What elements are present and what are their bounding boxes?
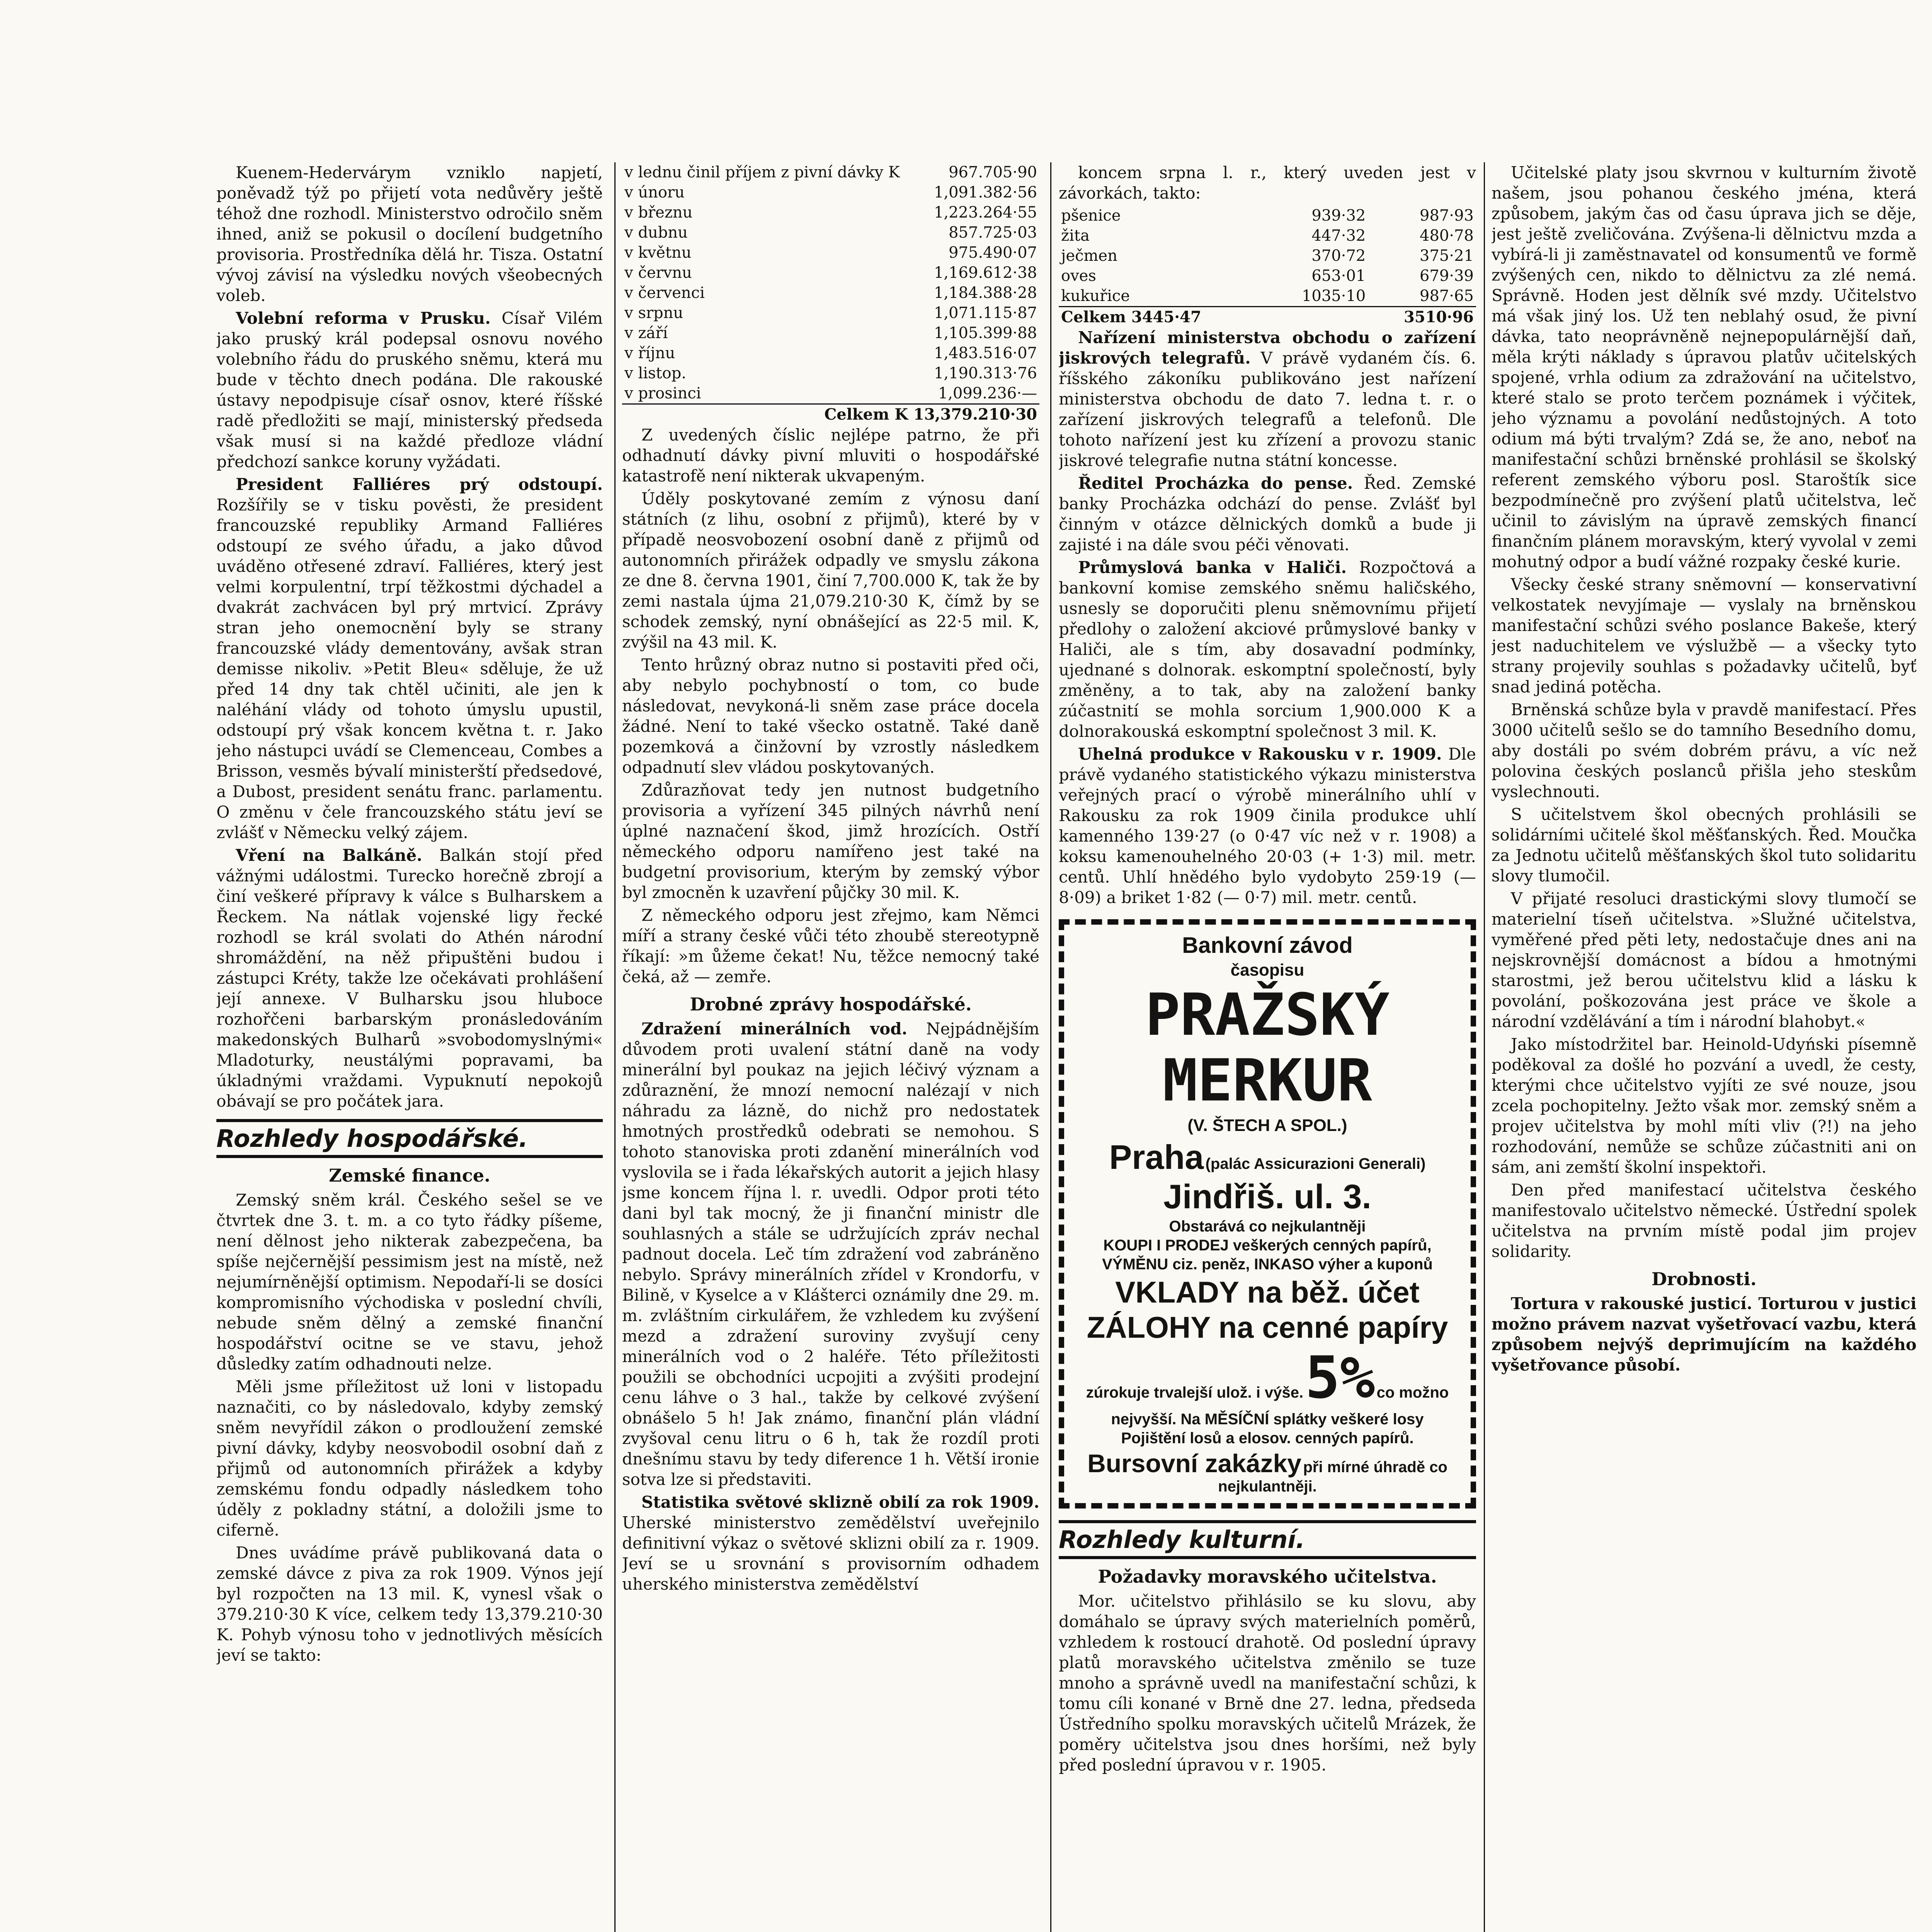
grain-k: pšenice (1061, 207, 1121, 224)
ad-line: zúrokuje trvalejší ulož. i výše. (1086, 1384, 1304, 1401)
grain-k: oves (1061, 267, 1096, 285)
article-text: Rozpočtová a bankovní komise zemského sněmu haličského, usnesly se doporučiti plenu sněmovnímu přijetí předlohy o založení akciové průmyslové banky v Haliči, ale s tím, aby dosavadní podmínky, ujednané s dolnorak. eskomptní společností, byly změněny, a to tak, aby na založení banky zúčastnití se mohla sorcium 1,900.000 K a dolnorakouská eskomptní společnost 3 mil. K. (1059, 558, 1476, 741)
month-label: v srpnu (624, 304, 684, 322)
article-text: V právě vydaném čís. 6. říšského zákoníku publikováno jest nařízení ministerstva obchodu de dato 7. ledna t. r. o zařízení jiskrových telegrafů a telefonů. Dle tohoto nařízení jest ku zřízení a provozu stanic jiskrové telegrafie nutna státní koncesse. (1059, 349, 1476, 470)
beer-tax-table (622, 162, 1039, 425)
table-row (622, 162, 1039, 182)
article-fallieres (216, 474, 603, 843)
paragraph: Z německého odporu jest zřejmo, kam Němci míří a strany české vůči této zhoubě stereotypně říkají: »m ůžeme čekat! Nu, těžce nemocný také čeká, až — zemře. (622, 906, 1039, 986)
ad-line: co možno nejvyšší. Na MĚSÍČNÍ splátky veškeré losy (1111, 1384, 1449, 1428)
paragraph: Všecky české strany sněmovní — konservativní velkostatek nevyjímaje — vyslaly na brněnskou manifestační schůzi svého poslance Bakeše, který jest naduchitelem ve výslužbě — a všecky tyto strany projevily souhlas s požadavky učitelů, byť snad jediná potěcha. (1492, 575, 1917, 696)
column-rule (614, 162, 616, 1932)
month-value: 1,105.399·88 (934, 324, 1037, 342)
table-row (1059, 246, 1476, 266)
grain-a: 447·32 (1311, 227, 1366, 245)
ad-title: Bankovní závod (1182, 933, 1353, 958)
column-2 (622, 162, 1039, 1597)
paragraph: Kuenem-Hedervárym vzniklo napjetí, poněvadž týž po přijetí vota nedůvěry ještě téhož dne rozhodl. Ministerstvo odročilo sněm ihned, aniž se pokusil o docílení budgetního provisoria. Prostředníka dělá hr. Tisza. Ostatní vývoj závisí na výsledku nových všeobecných voleb. (216, 163, 603, 305)
article-text: Rozšířily se v tisku pověsti, že president francouzské republiky Armand Falliéres odstoupí ze svého úřadu, a jako důvod uváděno otřesené zdraví. Falliéres, který jest velmi korpulentní, trpí těžkostmi dýchadel a dvakrát zachvácen byl prý mrtvicí. Zprávy stran jeho onemocnění byly se strany francouzské vlády dementovány, avšak stran demisse nikoliv. »Petit Bleu« sděluje, že už před 14 dny tak chtěl učiniti, ale jen k naléhání vlády od tohoto úmyslu upustil, odstoupí prý však koncem května t. r. Jako jeho nástupci uvádí se Clemenceau, Combes a Brisson, vesměs bývalí ministerští předsedové, a Dubost, president senátu franc. parlamentu. O změnu v čele francouzského státu jeví se zvlášť v Německu velký zájem. (216, 495, 603, 842)
month-label: v červenci (624, 284, 705, 302)
article-title: Drobnosti. (1651, 1269, 1757, 1289)
article-balkan (216, 845, 603, 1111)
grain-total: Celkem 3445·47 (1059, 307, 1269, 328)
table-row (622, 182, 1039, 202)
table-row (622, 223, 1039, 243)
ad-percent: 5% (1305, 1344, 1375, 1412)
column-1 (216, 162, 603, 1668)
paragraph: Zdůrazňovat tedy jen nutnost budgetního provisoria a vyřízení 345 pilných návrhů není úplné naznačení škod, jimž hrozících. Ostří německého odporu namířeno jest také na budgetní provisorium, kterým by zemský výbor byl zmocněn k uzavření půjčky 30 mil. K. (622, 781, 1039, 902)
article-text: Balkán stojí před vážnými událostmi. Turecko horečně zbrojí a činí veškeré přípravy k válce s Bulharskem a Řeckem. Na nátlak vojenské ligy řecké rozhodl se král svolati do Athén národní shromáždění, na něž připuštěni budou i zástupci Kréty, takže lze očekávati prohlášení její annexe. V Bulharsku jsou hluboce rozhořčeni barbarským pronásledováním makedonských Bulharů »svobodomyslnými« Mladoturky, neustálými popravami, ba úkladnými vraždami. Vypuknutí nepokojů obávají se pro počátek jara. (216, 846, 603, 1111)
article-volebni (216, 308, 603, 472)
grain-b: 375·21 (1420, 247, 1474, 265)
month-label: v březnu (624, 204, 693, 221)
ad-city: Praha (1109, 1138, 1204, 1176)
grain-a: 653·01 (1311, 267, 1366, 285)
month-label: v září (624, 324, 668, 342)
article-lead: Volební reforma v Prusku. (236, 309, 491, 328)
article-banka (1059, 557, 1476, 742)
article-lead: Uhelná produkce v Rakousku v r. 1909. (1078, 745, 1442, 764)
paragraph: Úděly poskytované zemím z výnosu daní státních (z lihu, osobní z přijmů), které by v případě neosvobození osobní daně z přijmů od autonomních přirážek odpadly ve smyslu zákona ze dne 8. června 1901, činí 7,700.000 K, tak že by zemi nastala újma 21,079.210·30 K, čímž by se schodek zemský, nyní obnášející as 22·5 mil. K, zvýšil na 43 mil. K. (622, 489, 1039, 651)
ad-vklady: VKLADY na běž. účet (1115, 1275, 1420, 1309)
article-uhelna (1059, 744, 1476, 908)
paragraph: Den před manifestací učitelstva českého manifestovalo učitelstvo německé. Ústřední spolek učitelstva na prvním místě podal jim projev solidarity. (1492, 1180, 1917, 1261)
article-lead: President Falliéres prý odstoupí. (236, 475, 603, 494)
ad-bursovni: Bursovní zakázky (1087, 1449, 1302, 1478)
ad-line: při mírné úhradě co nejkulantněji. (1218, 1459, 1447, 1495)
section-header: Rozhledy hospodářské. (216, 1119, 603, 1158)
article-text: Císař Vilém jako pruský král podepsal osnovu nového volebního řádu do pruského sněmu, která mu bude v těchto dnech podána. Dle rakouské ústavy nepodpisuje císař osnov, které říšské radě předložiti se mají, ministerský předseda však musí si na každé předloze vládní předchozí sankce koruny vyžádati. (216, 309, 603, 471)
paragraph: V přijaté resoluci drastickými slovy tlumočí se materielní tíseň učitelstva. »Služné učitelstva, vyměřené před pěti lety, nedostačuje dnes ani na nejskrovnější domácnost a bídou a hmotnými starostmi, jež berou učitelstvu klid a lásku k povolání, poškozována jest práce ve škole a národní vzdělávání a tím i národní blahobyt.« (1492, 889, 1917, 1031)
table-row (622, 202, 1039, 223)
table-row (622, 323, 1039, 343)
table-row (1059, 226, 1476, 246)
paragraph: Měli jsme příležitost už loni v listopadu naznačiti, co by následovalo, kdyby zemský sněm nevyřídil zákon o prodloužení zemské pivní dávky, kdyby neosvobodil osobní daň z přijmů od autonomních přirážek a kdyby zemskému fondu odpadly následkem toho úděly z pokladny státní, a doložili jsme to ciferně. (216, 1377, 603, 1539)
grain-b: 987·93 (1420, 207, 1474, 224)
ad-zalohy: ZÁLOHY na cenné papíry (1087, 1310, 1448, 1344)
paragraph: Jako místodržitel bar. Heinold-Udyński písemně poděkoval za došlé ho pozvání a uvedl, že cesty, kterými chce učitelstvo vyjíti ze své nouze, jsou zcela pochopitelny. Ježto však mor. zemský sněm a projev učitelstva by mohl míti vliv (?!) na jeho rozhodování, nemůže se schůze zúčastniti ani on sám, ani zemští školní inspektoři. (1492, 1035, 1917, 1177)
ad-address: Jindřiš. ul. 3. (1163, 1177, 1371, 1216)
table-row (622, 343, 1039, 363)
paragraph: Mor. učitelstvo přihlásilo se ku slovu, aby domáhalo se úpravy svých materielních poměrů, vzhledem k rostoucí drahotě. Od poslední úpravy platů moravského učitelstva změnilo se tuze mnoho a správně uvedl na manifestační schůzi, k tomu cíli konané v Brně dne 27. ledna, předseda Ústředního spolku moravských učitelů Mrázek, že poměry učitelstva jsou dnes horšími, než byly před poslední úpravou v r. 1905. (1059, 1592, 1476, 1774)
paragraph: Učitelské platy jsou skvrnou v kulturním životě našem, jsou pohanou českého jména, která způsobem, jakým čas od času úprava jich se děje, jest ještě zveličována. Zvýšena-li dělnictvu mzda a vybírá-li ji zaměstnavatel od konsumentů ve formě zvýšených cen, nikdo to dělnictvu za zlé nemá. Správně. Hoden jest dělník své mzdy. Učitelstvo má však jiný los. Už ten neblahý osud, že pivní dávka, tato neoprávněně nejnepopulárnější daň, měla krýti náklady s úpravou platův učitelských spojené, vrhla odium za zdražování na učitelstvo, které stalo se proto terčem poznámek i výčitek, jeho významu a povolání nedůstojných. A toto odium má býti trvalým? Zdá se, že ano, neboť na manifestační schůzi brněnské prohlásil se školský referent zemského výboru posl. Staroštík sice bezpodmínečně pro zvýšení platů učitelstva, leč učinil to závislým na úpravě zemských financí finančním plánem moravským, který vyvolal v zemi mohutný odpor a budí vážné rozpaky české kurie. (1492, 163, 1917, 571)
grain-table (1059, 206, 1476, 327)
paragraph: Dnes uvádíme právě publikovaná data o zemské dávce z piva za rok 1909. Výnos její byl rozpočten na 13 mil. K, vynesl však o 379.210·30 K více, celkem tedy 13,379.210·30 K. Pohyb výnosu toho v jednotlivých měsících jeví se takto: (216, 1543, 603, 1665)
month-value: 1,099.236·— (938, 384, 1037, 402)
table-row (622, 283, 1039, 303)
month-label: v říjnu (624, 344, 675, 362)
article-lead: Vření na Balkáně. (236, 846, 422, 865)
grain-a: 370·72 (1311, 247, 1366, 265)
grain-b: 679·39 (1420, 267, 1474, 285)
paragraph: Zemský sněm král. Českého sešel se ve čtvrtek dne 3. t. m. a co tyto řádky píšeme, není dělnost jeho nikterak zabezpečena, ba spíše nejčernější pessimism jest na místě, než nejumírněnější optimism. Nepodaří-li se dosíci kompromisního východiska v poslední chvíli, nebude sněm dělný a zemské finanční hospodářství ocitne se ve stavu, jehož důsledky zatím odhadnouti nelze. (216, 1190, 603, 1373)
month-label: v květnu (624, 244, 692, 262)
article-lead: Průmyslová banka v Haliči. (1078, 558, 1347, 577)
table-row (622, 383, 1039, 404)
month-value: 857.725·03 (948, 224, 1037, 242)
table-row (622, 263, 1039, 283)
grain-k: žita (1061, 227, 1090, 245)
column-rule (1050, 162, 1051, 1932)
table-row (1059, 286, 1476, 307)
grain-a: 1035·10 (1301, 287, 1366, 305)
month-label: v červnu (624, 264, 692, 282)
article-title: Požadavky moravského učitelstva. (1098, 1566, 1437, 1587)
column-rule (1484, 162, 1485, 1932)
paragraph: Tento hrůzný obraz nutno si postaviti před oči, aby nebylo pochybností o tom, co bude následovat, nevykoná-li sněm zase práce docela žádné. Není to také všecko ostatně. Také daně pozemková a činžovní by vzrostly následkem odpadnutí slev vládou poskytovaných. (622, 655, 1039, 777)
month-value: 1,169.612·38 (934, 264, 1037, 282)
month-label: v únoru (624, 184, 685, 201)
grain-k: ječmen (1061, 247, 1117, 265)
ad-prefix: časopisu (1230, 961, 1304, 980)
table-row (1059, 266, 1476, 286)
section-header: Rozhledy kulturní. (1059, 1520, 1476, 1559)
ad-line: VÝMĚNU ciz. peněz, INKASO výher a kuponů (1102, 1256, 1433, 1273)
ad-addr-note: (palác Assicurazioni Generali) (1205, 1155, 1426, 1172)
month-value: 1,071.115·87 (934, 304, 1037, 322)
month-label: v lednu činil příjem z pivní dávky K (624, 163, 900, 181)
grain-k: kukuřice (1061, 287, 1130, 305)
article-statistika (622, 1492, 1039, 1594)
month-value: 975.490·07 (948, 244, 1037, 262)
month-value: 1,091.382·56 (934, 184, 1037, 201)
paragraph: Brněnská schůze byla v pravdě manifestací. Přes 3000 učitelů sešlo se do tamního Besedního domu, aby dostáli po svém dobrém právu, a víc než polovina českých poslanců přišla jeho steskům vyslechnouti. (1492, 700, 1917, 801)
article-zdrazeni (622, 1019, 1039, 1490)
article-title: Zemské finance. (329, 1165, 490, 1186)
article-narizeni (1059, 327, 1476, 471)
month-value: 1,223.264·55 (934, 204, 1037, 221)
grain-total-b: 3510·96 (1368, 307, 1476, 328)
table-total: Celkem K 13,379.210·30 (622, 404, 1039, 425)
month-value: 1,483.516·07 (934, 344, 1037, 362)
article-reditel (1059, 473, 1476, 555)
column-3 (1059, 162, 1476, 1777)
table-row (622, 243, 1039, 263)
grain-a: 939·32 (1311, 207, 1366, 224)
month-value: 967.705·90 (948, 163, 1037, 181)
article-lead: Nařízení ministerstva obchodu o zařízení jiskrových telegrafů. (1059, 328, 1476, 367)
paragraph: Z uvedených číslic nejlépe patrno, že při odhadnutí dávky pivní mluviti o hospodářské katastrofě není nikterak ukvapeným. (622, 425, 1039, 485)
article-title: Drobné zprávy hospodářské. (690, 994, 972, 1015)
grain-b: 480·78 (1420, 227, 1474, 245)
month-value: 1,190.313·76 (934, 364, 1037, 382)
month-label: v prosinci (624, 384, 701, 402)
ad-line: Obstarává co nejkulantněji (1169, 1218, 1366, 1235)
ad-line: KOUPI I PRODEJ veškerých cenných papírů, (1103, 1237, 1432, 1254)
table-row (1059, 206, 1476, 226)
article-text: Nejpádnějším důvodem proti uvalení státní daně na vody minerální byl poukaz na jejich léčivý význam a zdůraznění, že mnozí nemocní nalézají v nich náhradu za lázně, do nichž pro nedostatek hmotných prostředků odebrati se nemohou. S tohoto stanoviska proti zdanění minerálních vod vyslovila se i řada lékařských autorit a jejich hlasy jsme koncem října l. r. uvedli. Odpor proti této dani byl tak mocný, že ji finanční ministr dle souhlasných a stále se udržujících zpráv nechal padnout docela. Leč tím zdražení vod zabráněno nebylo. Správy minerálních zřídel v Krondorfu, v Bilině, v Kyselce a v Klášterci oznámily dne 29. m. m. zvláštním cirkulářem, že vzhledem ku zvýšení mezd a zdražení suroviny zvyšují ceny minerálních vod o 2 haléře. Této příležitosti použili se obchodníci ucpojiti a zvýšiti prodejní cenu láhve o 3 hal., takže by celkové zvýšení obnášelo 5 h! Jak známo, finanční plán vládní zvyšoval cenu litru o 6 h, tak že rozdíl proti dnešnímu stavu by tedy diference 1 h. Větší ironie sotva lze si představiti. (622, 1019, 1039, 1489)
paragraph: koncem srpna l. r., který uveden jest v závorkách, takto: (1059, 163, 1476, 202)
article-lead: Zdražení minerálních vod. (641, 1019, 908, 1038)
column-4 (1492, 162, 1917, 1378)
article-text: Dle právě vydaného statistického výkazu ministerstva veřejných prací o výrobě minerálního uhlí v Rakousku za rok 1909 činila produkce uhlí kamenného 139·27 (o 0·47 víc než v r. 1908) a koksu kamenouhelného 20·03 (+ 1·3) mil. metr. centů. Uhlí hnědého bylo vydobyto 259·19 (— 8·09) a briket 1·82 (— 0·7) mil. metr. centů. (1059, 745, 1476, 907)
ad-line: Pojištění losů a elosov. cenných papírů. (1121, 1430, 1414, 1447)
paragraph: S učitelstvem škol obecných prohlásili se solidárními učitelé škol měšťanských. Řed. Moučka za Jednotu učitelů měšťanských škol tuto solidaritu slovy tlumočil. (1492, 805, 1917, 885)
article-text: Řed. Zemské banky Procházka odchází do pense. Zvlášť byl činným v otázce dělnických domků a bude ji zajisté i na dále svou péči věnovati. (1059, 474, 1476, 554)
article-lead: Ředitel Procházka do pense. (1078, 474, 1353, 493)
article-text: Uherské ministerstvo zemědělství uveřejnilo definitivní výkaz o světové sklizni obilí za r. 1909. Jeví se u srovnání s provisorním odhadem uherského ministerstva zemědělství (622, 1513, 1039, 1594)
paragraph: Tortura v rakouské justicí. Torturou v justici možno právem nazvat vyšetřovací vazbu, která způsobem nejvýš deprimujícím na každého vyšetřovance působí. (1492, 1294, 1917, 1374)
table-row (622, 363, 1039, 383)
month-value: 1,184.388·28 (934, 284, 1037, 302)
grain-b: 987·65 (1420, 287, 1474, 305)
bank-advertisement (1059, 919, 1476, 1509)
ad-owner: (V. ŠTECH A SPOL.) (1187, 1116, 1347, 1135)
month-label: v listop. (624, 364, 686, 382)
table-row (622, 303, 1039, 323)
ad-name: PRAŽSKÝ MERKUR (1145, 981, 1390, 1114)
article-lead: Statistika světové sklizně obilí za rok 1909. (641, 1493, 1039, 1512)
month-label: v dubnu (624, 224, 688, 242)
